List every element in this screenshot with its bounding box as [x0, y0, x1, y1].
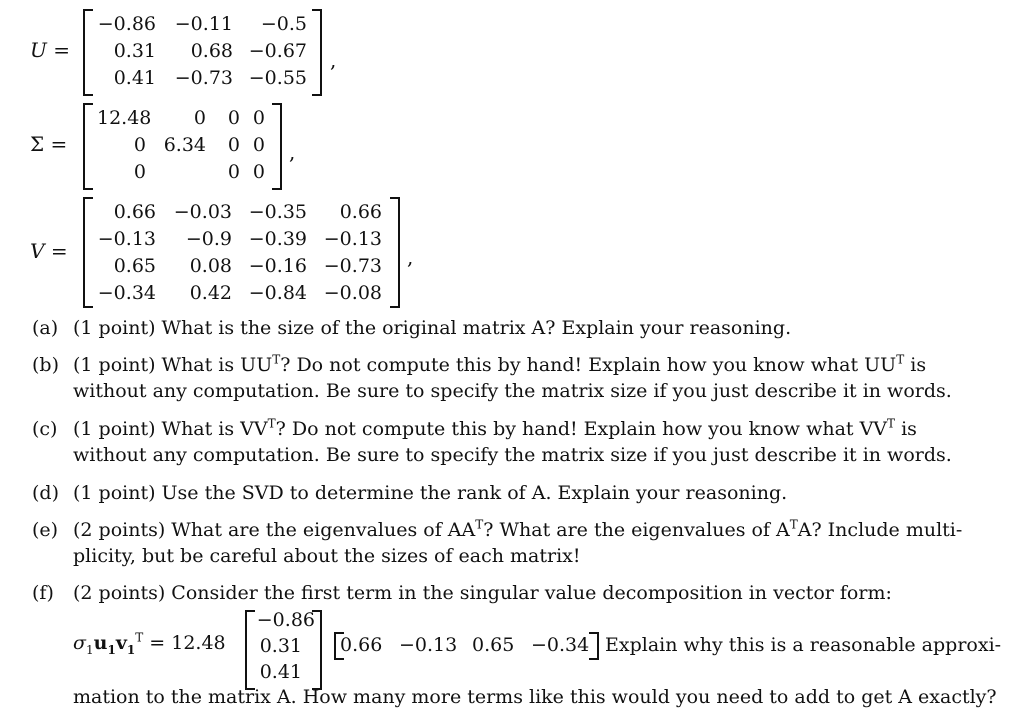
matrix-cell: −0.55: [248, 67, 307, 89]
matrix-u-left-bracket: [83, 9, 93, 96]
svd-first-term-formula: [73, 630, 226, 657]
question-c: [32, 416, 1012, 468]
matrix-cell: −0.03: [173, 201, 232, 223]
formula-u: u: [93, 632, 108, 654]
question-text: (1 point) What is the size of the original matrix A? Explain your reasoning.: [73, 317, 792, 339]
question-c-part: is: [895, 418, 917, 440]
question-c-part: ? Do not compute this by hand! Explain how you know what VV: [275, 418, 888, 440]
matrix-cell: 0: [133, 161, 146, 183]
matrix-cell: 12.48: [97, 107, 152, 129]
matrix-cell: −0.16: [248, 255, 307, 277]
matrix-v-label: V =: [30, 239, 68, 263]
matrix-cell: 0.41: [113, 67, 156, 89]
matrix-cell: −0.11: [174, 13, 233, 35]
matrix-cell: −0.34: [97, 282, 156, 304]
question-e-part: plicity, but be careful about the sizes of each matrix!: [73, 545, 581, 567]
question-e-part: (2 points) What are the eigenvalues of AA: [73, 519, 476, 541]
matrix-sigma-comma: ,: [289, 140, 296, 164]
matrix-cell: 0: [227, 107, 240, 129]
question-label: (e): [32, 519, 59, 541]
row-vector-cell: 0.65: [472, 634, 515, 656]
matrix-cell: 6.34: [163, 134, 206, 156]
question-e-part: A? Include multi-: [797, 519, 963, 541]
formula-eq: = 12.48: [149, 632, 226, 654]
question-f: [32, 580, 1012, 606]
formula-sub: 1: [85, 642, 94, 657]
matrix-cell: −0.86: [97, 13, 156, 35]
transpose-sup: T: [135, 630, 144, 645]
col-vector-left-bracket: [245, 610, 255, 690]
question-text: (1 point) Use the SVD to determine the rank of A. Explain your reasoning.: [73, 482, 788, 504]
row-vector-cell: −0.13: [399, 634, 458, 656]
question-e: [32, 517, 1012, 569]
matrix-cell: 0.68: [190, 40, 233, 62]
matrix-cell: −0.73: [174, 67, 233, 89]
matrix-v-left-bracket: [83, 197, 93, 308]
matrix-cell: −0.39: [248, 228, 307, 250]
question-b: [32, 352, 1012, 404]
matrix-cell: 0.66: [339, 201, 382, 223]
row-vector-cell: 0.66: [340, 634, 383, 656]
question-label: (a): [32, 317, 59, 339]
formula-sub: 1: [126, 642, 136, 657]
matrix-cell: −0.13: [323, 228, 382, 250]
matrix-cell: 0: [227, 134, 240, 156]
matrix-cell: 0: [133, 134, 146, 156]
question-e-part: ? What are the eigenvalues of A: [483, 519, 790, 541]
formula-sigma: σ: [73, 632, 86, 654]
col-vector-cell: 0.31: [259, 635, 302, 657]
row-vector-cell: −0.34: [531, 634, 590, 656]
matrix-cell: 0.65: [113, 255, 156, 277]
matrix-cell: 0.66: [113, 201, 156, 223]
transpose-sup: T: [267, 416, 276, 431]
matrix-v-right-bracket: [390, 197, 400, 308]
matrix-v-comma: ,: [407, 245, 414, 269]
question-b-part: is: [904, 354, 927, 376]
matrix-sigma-label: Σ =: [30, 132, 68, 156]
question-text: [73, 416, 1012, 468]
col-vector-cell: 0.41: [259, 661, 302, 683]
question-b-part: (1 point) What is UU: [73, 354, 273, 376]
question-label: (f): [32, 582, 54, 604]
matrix-sigma-left-bracket: [83, 103, 93, 190]
question-c-part: (1 point) What is VV: [73, 418, 268, 440]
question-b-part: ? Do not compute this by hand! Explain how you know what UU: [280, 354, 897, 376]
matrix-cell: −0.84: [248, 282, 307, 304]
question-text: [73, 517, 1012, 569]
question-text: (2 points) Consider the first term in the singular value decomposition in vector form:: [73, 582, 892, 604]
question-d: [32, 480, 1012, 506]
transpose-sup: T: [887, 416, 896, 431]
matrix-cell: 0.08: [189, 255, 232, 277]
question-text: [73, 352, 1012, 404]
matrix-u-comma: ,: [330, 48, 337, 72]
matrix-cell: −0.35: [248, 201, 307, 223]
matrix-cell: 0: [252, 161, 265, 183]
matrix-cell: −0.73: [323, 255, 382, 277]
matrix-cell: 0: [252, 107, 265, 129]
matrix-cell: 0.31: [113, 40, 156, 62]
matrix-sigma-right-bracket: [272, 103, 282, 190]
transpose-sup: T: [272, 352, 281, 367]
formula-sub: 1: [107, 642, 116, 657]
matrix-cell: −0.13: [97, 228, 156, 250]
transpose-sup: T: [789, 517, 798, 532]
col-vector-right-bracket: [312, 610, 322, 690]
question-a: [32, 315, 1012, 341]
transpose-sup: T: [475, 517, 484, 532]
question-label: (d): [32, 482, 59, 504]
matrix-cell: −0.08: [323, 282, 382, 304]
question-c-part: without any computation. Be sure to specify the matrix size if you just describe it in words.: [73, 444, 952, 466]
row-vector-right-bracket: [589, 632, 599, 660]
matrix-u-label: U =: [30, 38, 70, 62]
question-label: (b): [32, 354, 59, 376]
question-f-last-line: mation to the matrix A. How many more terms like this would you need to add to get A exactly?: [73, 686, 997, 708]
question-f-after-formula: Explain why this is a reasonable approxi-: [605, 634, 1002, 656]
matrix-cell: −0.67: [248, 40, 307, 62]
question-b-part: without any computation. Be sure to specify the matrix size if you just describe it in words.: [73, 380, 952, 402]
col-vector-cell: −0.86: [256, 609, 315, 631]
matrix-cell: 0: [227, 161, 240, 183]
matrix-cell: 0: [193, 107, 206, 129]
transpose-sup: T: [896, 352, 905, 367]
matrix-u-right-bracket: [312, 9, 322, 96]
question-label: (c): [32, 418, 58, 440]
matrix-cell: −0.5: [260, 13, 307, 35]
matrix-cell: −0.9: [185, 228, 232, 250]
matrix-cell: 0.42: [189, 282, 232, 304]
formula-v: v: [115, 632, 127, 654]
matrix-cell: 0: [252, 134, 265, 156]
